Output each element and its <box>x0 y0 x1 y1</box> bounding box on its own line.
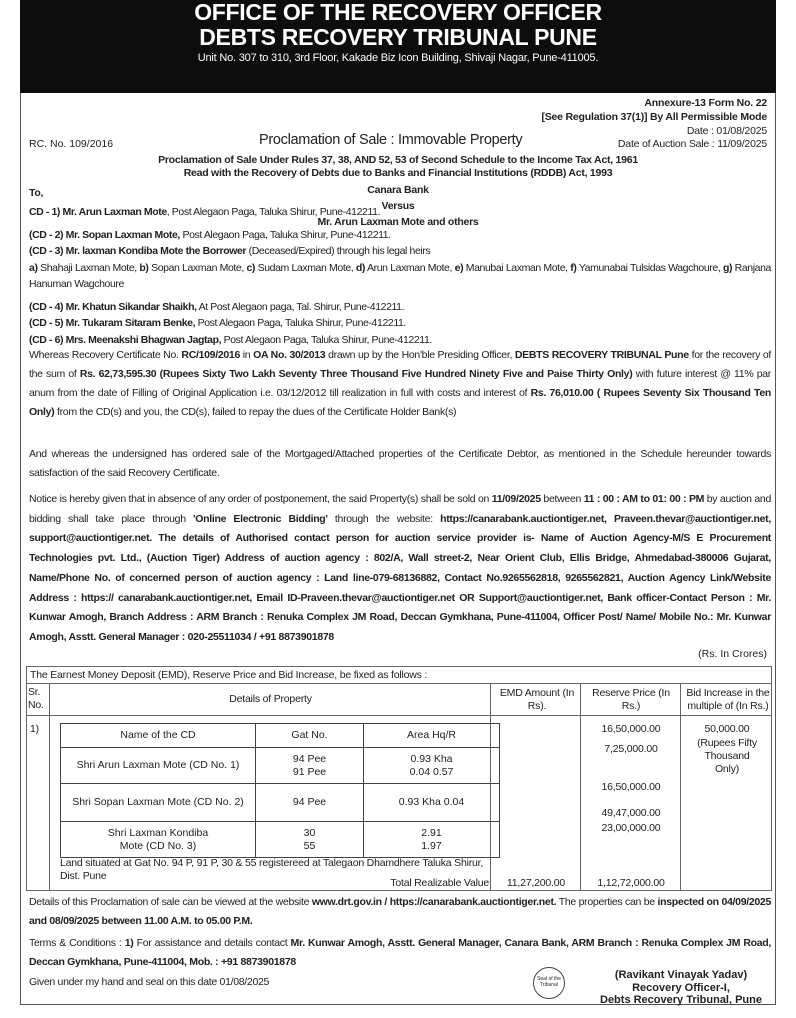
text-run: Shahaji Laxman Mote, <box>37 261 140 274</box>
text-run: CD - 1) Mr. Arun Laxman Mote <box>29 206 167 218</box>
proclamation-title: Proclamation of Sale : Immovable Property <box>259 132 523 148</box>
text-run: Yamunabai Tulsidas Wagchoure, <box>576 261 723 274</box>
whereas-paragraph <box>29 346 771 422</box>
table-row <box>61 822 500 858</box>
text-run: Arun Laxman Mote, <box>365 261 455 274</box>
text-run: 1) <box>124 937 134 949</box>
cd-item <box>29 204 771 221</box>
tribunal-title: DEBTS RECOVERY TRIBUNAL PUNE <box>199 24 597 50</box>
text-run: (CD - 2) Mr. Sopan Laxman Mote, <box>29 228 180 241</box>
reserve-value: 16,50,000.00 <box>601 781 661 793</box>
text-run: drawn up by the Hon'ble Presiding Officer, <box>325 349 515 361</box>
given-under-hand: Given under my hand and seal on this date 01/08/2025 <box>29 976 270 988</box>
reserve-value: 49,47,000.00 <box>601 807 661 819</box>
text-run: b) <box>139 261 149 274</box>
tribunal-seal: Seal of the Tribunal <box>533 967 565 999</box>
rc-number: RC. No. 109/2016 <box>29 138 114 150</box>
text-run: e) <box>454 261 464 274</box>
signatory-post: Recovery Officer-I, <box>632 981 730 994</box>
terms-paragraph <box>29 934 771 972</box>
text-run: For assistance and details contact <box>133 937 291 949</box>
text-run: c) <box>246 261 256 274</box>
header-reserve: Reserve Price (In Rs.) <box>592 687 670 712</box>
area: 0.93 Kha 0.04 0.57 <box>364 748 500 784</box>
text-run: Sopan Laxman Mote, <box>148 261 247 274</box>
text-run: Sudam Laxman Mote, <box>255 261 356 274</box>
header-details: Details of Property <box>229 693 312 705</box>
cd-item <box>29 227 771 244</box>
cd-item <box>29 315 771 332</box>
auction-date: Date of Auction Sale : 11/09/2025 <box>617 138 767 150</box>
sr-number: 1) <box>30 723 39 735</box>
col-area: Area Hq/R <box>364 724 500 748</box>
text-run: (CD - 3) Mr. laxman Kondiba Mote the Borrower <box>29 245 247 257</box>
text-run: https://canarabank.auctiontiger.net, Praveen.thevar@auctiontiger.net, support@auctiontiger.net. The details of Authorised contact person for auction service provider is- Name of Auction Agency-M/S E Procurement Technologies pvt. Ltd., (Auction Tiger) Address of auction agency : 802/A, Wall street-2, Near Orient Club, Ellis Bridge, Ahmedabad-380006 Gujarat, Name/Phone No. of concerned person of auction agency : Land line-079-68136882, Contact No.9265562818, 9265562821, Auction Agency Link/Website Address : https:// canarabank.auctiontiger.net, Email ID-Praveen.thevar@auctiontiger.net OR Support@auctiontiger.net, Bank officer-Contact Person : Mr. Kunwar Amogh, Branch Address : ARM Branch : Renuka Complex JM Road, Deccan Gymkhana, Pune-411004, Officer Post/ Name/ Mobile No.: Mr. Kunwar Amogh, Asstt. General Manager : 020-25511034 / +91 8873901878 <box>29 512 771 643</box>
signatory-office: Debts Recovery Tribunal, Pune <box>600 994 762 1006</box>
notice-paragraph <box>29 490 771 648</box>
table-row <box>61 784 500 822</box>
gat-no: 94 Pee 91 Pee <box>256 748 364 784</box>
text-run: f) <box>570 261 577 274</box>
col-name: Name of the CD <box>61 724 256 748</box>
text-run: in <box>239 349 254 361</box>
gat-no: 94 Pee <box>256 784 364 822</box>
text-run: www.drt.gov.in / https://canarabank.auctiontiger.net. <box>311 896 557 908</box>
cd-name: Shri Sopan Laxman Mote (CD No. 2) <box>61 784 256 822</box>
text-run: Notice is hereby given that in absence of any order of postponement, the said Property(s) shall be sold on <box>29 493 492 505</box>
table-caption: The Earnest Money Deposit (EMD), Reserve Price and Bid Increase, be fixed as follows : <box>27 667 771 684</box>
text-run: from the CD(s) and you, the CD(s), failed to repay the dues of the Certificate Holder Bank(s) <box>54 406 457 418</box>
reserve-value: 7,25,000.00 <box>604 743 658 755</box>
text-run: DEBTS RECOVERY TRIBUNAL Pune <box>514 349 689 361</box>
notice-body <box>20 93 776 1005</box>
cd-item <box>29 299 771 316</box>
col-gat: Gat No. <box>256 724 364 748</box>
rules-line-2: Read with the Recovery of Debts due to Banks and Financial Institutions (RDDB) Act, 1993 <box>183 167 613 179</box>
emd-table <box>26 666 772 891</box>
signatory-name: (Ravikant Vinayak Yadav) <box>614 969 748 981</box>
text-run: (CD - 6) Mrs. Meenakshi Bhagwan Jagtap, <box>29 333 222 346</box>
text-run: At Post Alegaon paga, Tal. Shirur, Pune-412211. <box>196 300 405 313</box>
property-details-table <box>60 723 500 858</box>
text-run: , Post Alegaon Paga, Taluka Shirur, Pune-412211. <box>166 206 381 218</box>
text-run: Post Alegaon Paga, Taluka Shirur, Pune-412211. <box>195 317 406 329</box>
details-paragraph <box>29 893 771 931</box>
and-whereas-paragraph <box>29 445 771 483</box>
text-run: RC/109/2016 <box>181 349 240 361</box>
text-run: Post Alegaon Paga, Taluka Shirur, Pune-412211. <box>221 333 432 346</box>
text-run: 11/09/2025 <box>491 493 541 505</box>
text-run: by auction and bidding shall take place through <box>29 493 771 525</box>
rules-line-1: Proclamation of Sale Under Rules 37, 38, AND 52, 53 of Second Schedule to the Income Tax Act, 1961 <box>158 154 638 166</box>
text-run: The properties can be <box>556 896 658 908</box>
area: 2.91 1.97 <box>364 822 500 858</box>
table-row <box>61 748 500 784</box>
text-run: 'Online Electronic Bidding' <box>193 512 328 525</box>
text-run: g) <box>722 261 733 274</box>
header-bid-increase: Bid Increase in the multiple of (In Rs.) <box>686 687 770 712</box>
text-run: inspected on 04/09/2025 and 08/09/2025 between 11.00 A.M. to 05.00 P.M. <box>29 896 772 927</box>
cd-name: Shri Arun Laxman Mote (CD No. 1) <box>61 748 256 784</box>
reserve-total: 1,12,72,000.00 <box>597 877 665 889</box>
reserve-value: 23,00,000.00 <box>601 822 661 834</box>
text-run: d) <box>355 261 366 274</box>
text-run: Whereas Recovery Certificate No. <box>29 349 182 361</box>
text-run: (Deceased/Expired) through his legal heirs <box>246 245 431 257</box>
text-run: Post Alegaon Paga, Taluka Shirur, Pune-412211. <box>179 228 391 241</box>
total-label: Total Realizable Value <box>390 877 489 889</box>
currency-unit-note: (Rs. In Crores) <box>698 648 767 660</box>
defendant-name: Mr. Arun Laxman Mote and others <box>317 216 479 228</box>
header-banner <box>20 0 776 93</box>
text-run: Rs. 76,010.00 ( Rupees Seventy Six Thousand Ten Only) <box>29 387 771 418</box>
text-run: for the recovery of the sum of <box>29 349 771 380</box>
text-run: Mr. Kunwar Amogh, Asstt. General Manager, Canara Bank, ARM Branch : Renuka Complex JM Road, Deccan Gymkhana, Pune-411004, Mob. : +91 8873901878 <box>29 937 771 968</box>
to-label: To, <box>29 187 44 199</box>
land-description: Land situated at Gat No. 94 P, 91 P, 30 & 55 registereed at Talegaon Dhamdhere Taluka Shirur, Dist. Pune <box>60 857 484 882</box>
versus-label: Versus <box>381 200 415 212</box>
text-run: Rs. 62,73,595.30 (Rupees Sixty Two Lakh Seventy Three Thousand Five Hundred Ninety Five and Paise Thirty Only) <box>79 368 633 380</box>
cd-item <box>29 260 771 293</box>
bank-name: Canara Bank <box>367 184 429 196</box>
gat-no: 30 55 <box>256 822 364 858</box>
cd-item <box>29 243 771 260</box>
text-run: OA No. 30/2013 <box>253 349 326 361</box>
text-run: And whereas the undersigned has ordered sale of the Mortgaged/Attached properties of the Certificate Debtor, as mentioned in the Schedule hereunder towards satisfaction of the said Recovery Certificate. <box>29 448 771 479</box>
text-run: a) <box>29 261 38 274</box>
text-run: through the website: <box>327 512 441 525</box>
header-sr-no: Sr. No. <box>28 686 44 711</box>
certificate-debtors-list <box>29 204 771 348</box>
text-run: Ranjana Hanuman Wagchoure <box>29 261 771 290</box>
office-address: Unit No. 307 to 310, 3rd Floor, Kakade Biz Icon Building, Shivaji Nagar, Pune-411005. <box>197 52 599 64</box>
office-title: OFFICE OF THE RECOVERY OFFICER <box>194 0 602 25</box>
cd-name: Shri Laxman Kondiba Mote (CD No. 3) <box>61 822 256 858</box>
text-run: (CD - 4) Mr. Khatun Sikandar Shaikh, <box>29 300 197 313</box>
text-run: Details of this Proclamation of sale can be viewed at the website <box>29 896 312 908</box>
notice-date: Date : 01/08/2025 <box>686 125 767 137</box>
header-emd: EMD Amount (In Rs). <box>499 687 575 712</box>
text-run: with future interest @ 11% par anum from the date of Filling of Original Application i.e. 03/12/2012 till realization in full with costs and interest of <box>29 368 772 399</box>
bid-increase-value: 50,000.00 <box>704 723 750 735</box>
emd-total: 11,27,200.00 <box>506 877 566 889</box>
text-run: (CD - 5) Mr. Tukaram Sitaram Benke, <box>29 317 196 329</box>
annexure-label: Annexure-13 Form No. 22 <box>644 97 767 109</box>
reserve-value: 16,50,000.00 <box>601 723 661 735</box>
regulation-label: [See Regulation 37(1)] By All Permissible Mode <box>541 111 767 123</box>
text-run: Manubai Laxman Mote, <box>463 261 571 274</box>
area: 0.93 Kha 0.04 <box>364 784 500 822</box>
text-run: 11 : 00 : AM to 01: 00 : PM <box>583 493 705 505</box>
bid-increase-words: (Rupees Fifty Thousand Only) <box>697 737 757 775</box>
text-run: Terms & Conditions : <box>29 937 125 949</box>
text-run: between <box>540 493 584 505</box>
